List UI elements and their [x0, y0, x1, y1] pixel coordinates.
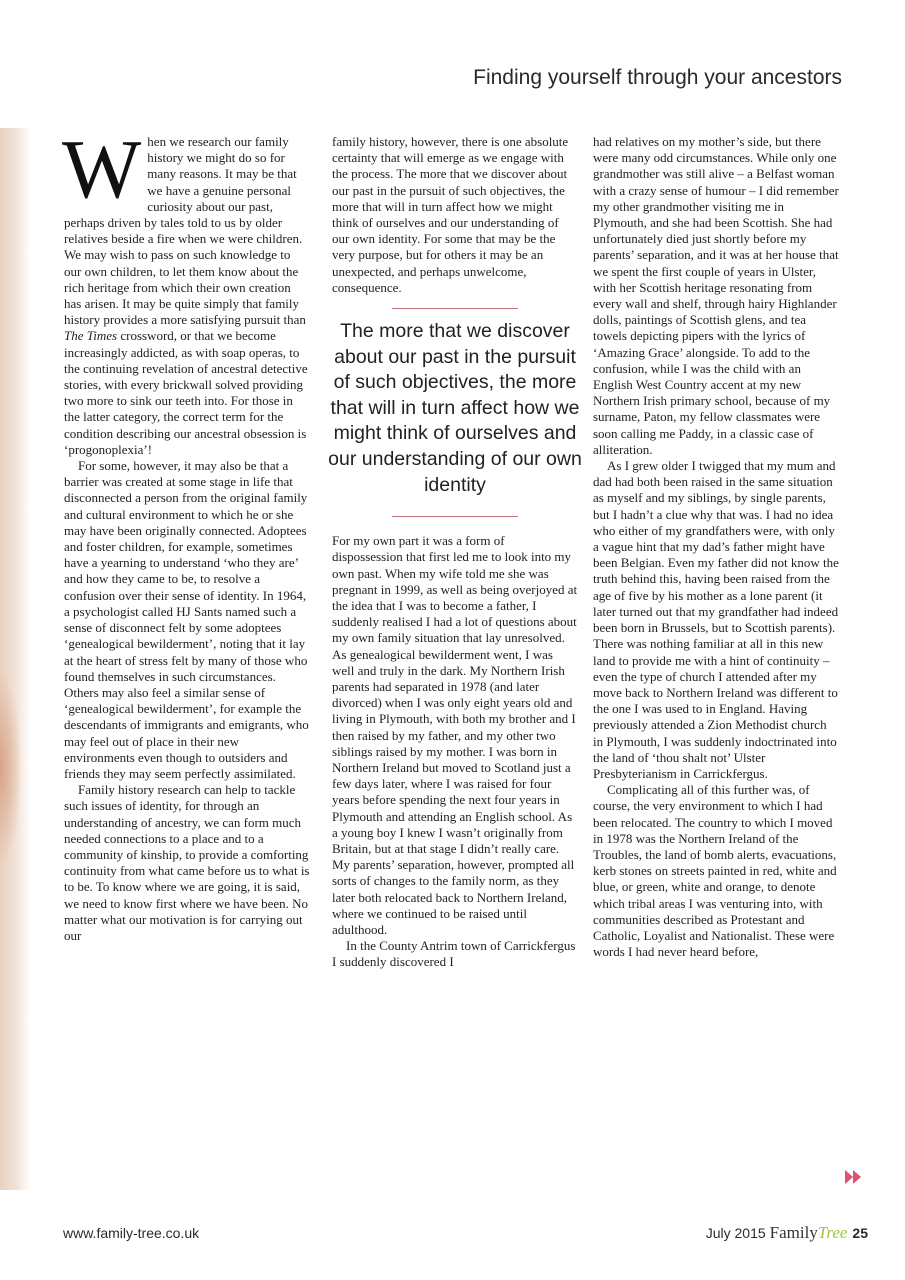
paragraph: In the County Antrim town of Carrickfergus I suddenly discovered I [332, 938, 576, 970]
paragraph: family history, however, there is one absolute certainty that will emerge as we engage with the process. The more that we discover about our past in the pursuit of such objectives, the more that will in turn affect how we might think of ourselves and our understanding of our own identity. For some that may be the very purpose, but for others it may be an unexpected, and perhaps unwelcome, consequence. [332, 134, 569, 295]
paragraph: For some, however, it may also be that a barrier was created at some stage in life that disconnected a person from the original family and cultural environment to which he or she may have been originally connected. Adoptees and foster children, for example, sometimes have a yearning to understand ‘who they are’ and how they came to be, to resolve a confusion over their sense of identity. In 1964, a psychologist called HJ Sants named such a sense of disconnect felt by some adoptees ‘genealogical bewilderment’, noting that it lay at the heart of stress felt by many of those who found themselves in such circumstances. Others may also feel a similar sense of ‘genealogical bewilderment’, for example the descendants of immigrants and emigrants, who may feel out of place in their new environments even though to outsiders and friends they may seem perfectly assimilated. [64, 458, 309, 781]
paragraph [62, 123, 310, 458]
page-number: 25 [852, 1225, 868, 1241]
continue-arrow-icon[interactable] [845, 1169, 863, 1185]
publication-title: The Times [64, 328, 118, 344]
pull-quote-rule-bottom [392, 516, 518, 517]
paragraph: Family history research can help to tackle such issues of identity, for through an understanding of ancestry, we can form much needed connections to a place and to a community of kinship, to provide a comforting continuity from what came before us to what is to be. To know where we are going, it is said, we need to know first where we have been. No matter what our motivation is for carrying out our [64, 782, 310, 943]
pull-quote [328, 308, 582, 517]
magazine-logo-tree: Tree [817, 1223, 848, 1242]
issue-date: July 2015 [705, 1225, 766, 1241]
footer-folio [706, 1223, 868, 1243]
magazine-logo-family: Family [769, 1223, 818, 1242]
paragraph: Complicating all of this further was, of course, the very environment to which I had been relocated. The country to which I moved in 1978 was the Northern Ireland of the Troubles, the land of bomb alerts, evacuations, kerb stones on streets painted in red, white and blue, or green, white and orange, to denote which tribal areas I was venturing into, with communities described as Protestant and Catholic, Loyalist and Nationalist. These were words I had never heard before, [593, 782, 837, 960]
article-column-2 [328, 134, 582, 971]
article-column-1 [62, 123, 310, 944]
paragraph: For my own part it was a form of dispossession that first led me to look into my own past. When my wife told me she was pregnant in 1999, as well as being overjoyed at the idea that I was to become a father, I suddenly realised I had a lot of questions about my own family situation that lay unresolved. As genealogical bewilderment went, I was well and truly in the dark. My Northern Irish parents had separated in 1978 (and later divorced) when I was only eight years old and living in Plymouth, with both my brother and I then raised by my father, and my other two siblings raised by my mother. I was born in Northern Ireland but moved to Scotland just a few days later, where I was raised for four years before spending the next four years in Plymouth and attending an English school. As a young boy I knew I wasn’t originally from Britain, but at that stage I didn’t really care. My parents’ separation, however, prompted all sorts of changes to the family norm, as they later both relocated back to Northern Ireland, where we continued to be raised until adulthood. [332, 533, 578, 938]
paragraph: had relatives on my mother’s side, but there were many odd circumstances. While only one grandmother was still alive – a Belfast woman with a crazy sense of humour – I did remember my other grandmother visiting me in Plymouth, and she had been Scottish. She had unfortunately died just shortly before my parents’ separation, and it was at her house that we spent the first couple of years in Ulster, with her Scottish heritage resonating from every wall and shelf, through hairy Highlander dolls, paintings of Scottish glens, and tea towels depicting pipers with the lyrics of ‘Amazing Grace’ alongside. To add to the confusion, while I was the child with an English West Country accent at my new Northern Irish primary school, because of my surname, Paton, my fellow classmates were soon calling me Paddy, in a classic case of alliteration. [593, 134, 839, 457]
paragraph-text: hen we research our family history we might do so for many reasons. It may be that we have a genuine personal curiosity about our past, perhaps driven by tales told to us by older relatives beside a fire when we were children. We may wish to pass on such knowledge to our own children, to let them know about the rich heritage from which their own creation has arisen. It may be quite simply that family history provides a more satisfying pursuit than [64, 134, 306, 328]
paragraph: As I grew older I twigged that my mum and dad had both been raised in the same situation as myself and my siblings, by single parents, but I hadn’t a clue why that was. I had no idea who either of my grandfathers were, with only a vague hint that my dad’s father might have been Belgian. Even my father did not know the truth behind this, having been raised from the age of five by his mother as a lone parent (it later turned out that my grandfather had indeed been born in Brussels, but to Scottish parents). There was nothing familiar at all in this new land to provide me with a hint of continuity – even the type of church I attended after my move back to Northern Ireland was different to the one I was used to in England. Having previously attended a Zion Methodist church in Plymouth, I was suddenly indoctrinated into the land of ‘thou shalt not’ Ulster Presbyterianism in Carrickfergus. [593, 458, 839, 781]
pull-quote-rule-top [392, 308, 518, 309]
photo-edge [0, 128, 30, 1190]
page-title: Finding yourself through your ancestors [473, 66, 842, 89]
paragraph-text: crossword, or that we become increasingly addicted, as with soap operas, to the continuing revelation of ancestral detective stories, with every brickwall solved providing two more to sink our teeth into. For those in the latter category, the correct term for the condition describing our ancestral obsession is ‘progonoplexia’! [64, 328, 308, 457]
footer-website: www.family-tree.co.uk [63, 1225, 200, 1241]
pull-quote-text: The more that we discover about our past in the pursuit of such objectives, the more that will in turn affect how we might think of ourselves and our understanding of our own identity [328, 320, 582, 496]
article-column-3 [593, 134, 839, 960]
drop-cap: W [62, 123, 142, 216]
